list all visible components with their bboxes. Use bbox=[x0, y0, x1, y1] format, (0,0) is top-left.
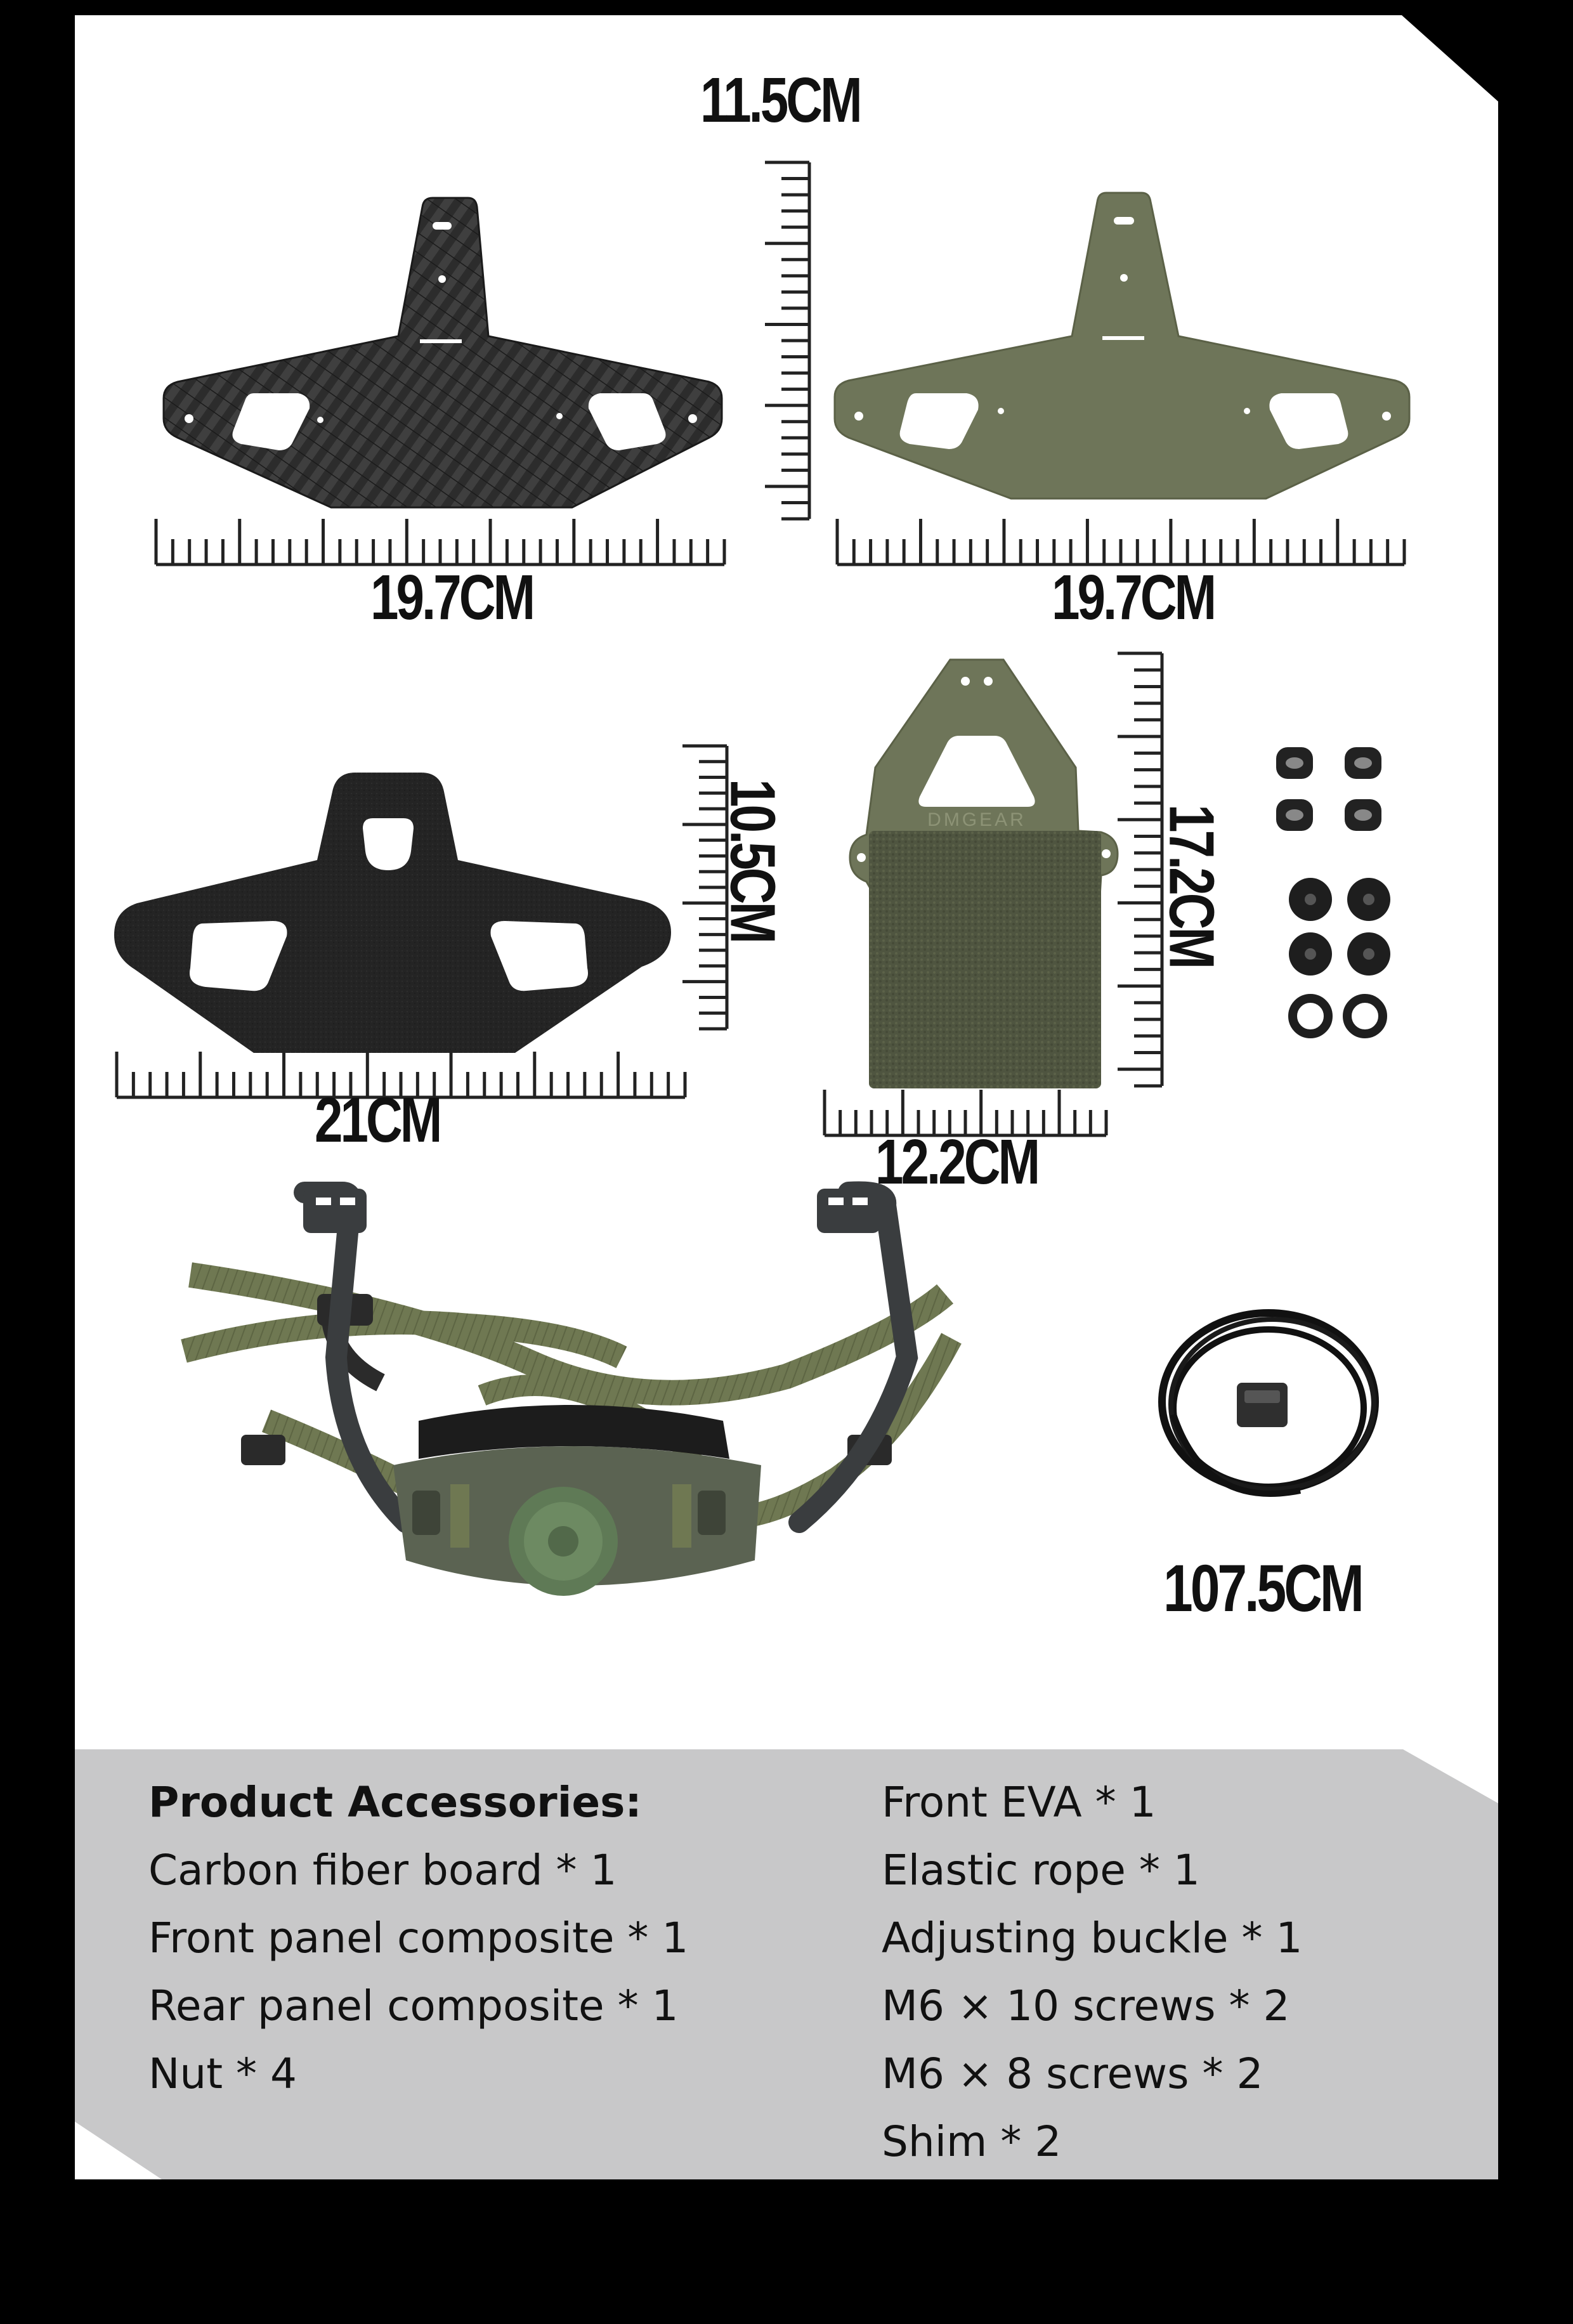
accessories-left-column bbox=[148, 1768, 688, 2108]
accessory-item: M6 × 10 screws * 2 bbox=[882, 1981, 1290, 2030]
screw-icon bbox=[1347, 932, 1390, 976]
dimension-label: 10.5CM bbox=[717, 779, 788, 942]
accessory-item: Front panel composite * 1 bbox=[148, 1914, 689, 1962]
dimension-label: 17.2CM bbox=[1156, 804, 1227, 967]
screw-icon bbox=[1289, 932, 1332, 976]
accessory-item: Carbon fiber board * 1 bbox=[148, 1846, 617, 1895]
accessory-item: Elastic rope * 1 bbox=[882, 1846, 1200, 1895]
accessory-item: Adjusting buckle * 1 bbox=[882, 1914, 1303, 1962]
screw-icon bbox=[1347, 878, 1390, 921]
dimension-label: 19.7CM bbox=[1052, 561, 1215, 632]
dimension-label: 21CM bbox=[315, 1084, 440, 1155]
accessory-item: M6 × 8 screws * 2 bbox=[882, 2049, 1263, 2098]
nut-icon bbox=[1345, 747, 1381, 779]
screw-icon bbox=[1289, 878, 1332, 921]
dimension-label: 11.5CM bbox=[700, 64, 860, 135]
accessory-item: Front EVA * 1 bbox=[882, 1778, 1156, 1827]
accessory-item: Rear panel composite * 1 bbox=[148, 1981, 679, 2030]
dimension-label: 12.2CM bbox=[875, 1126, 1038, 1197]
dimension-label: 19.7CM bbox=[370, 561, 533, 632]
nut-icon bbox=[1276, 747, 1313, 779]
accessory-item: Shim * 2 bbox=[882, 2117, 1062, 2166]
dimension-label: 107.5CM bbox=[1163, 1551, 1362, 1626]
nut-icon bbox=[1345, 799, 1381, 831]
adjusting-buckle-icon bbox=[1237, 1383, 1288, 1427]
accessories-heading: Product Accessories: bbox=[148, 1778, 642, 1827]
panel-brand-text: DMGEAR bbox=[927, 809, 1026, 830]
accessory-item: Nut * 4 bbox=[148, 2049, 297, 2098]
accessories-right-column bbox=[882, 1768, 1302, 2176]
nut-icon bbox=[1276, 799, 1313, 831]
